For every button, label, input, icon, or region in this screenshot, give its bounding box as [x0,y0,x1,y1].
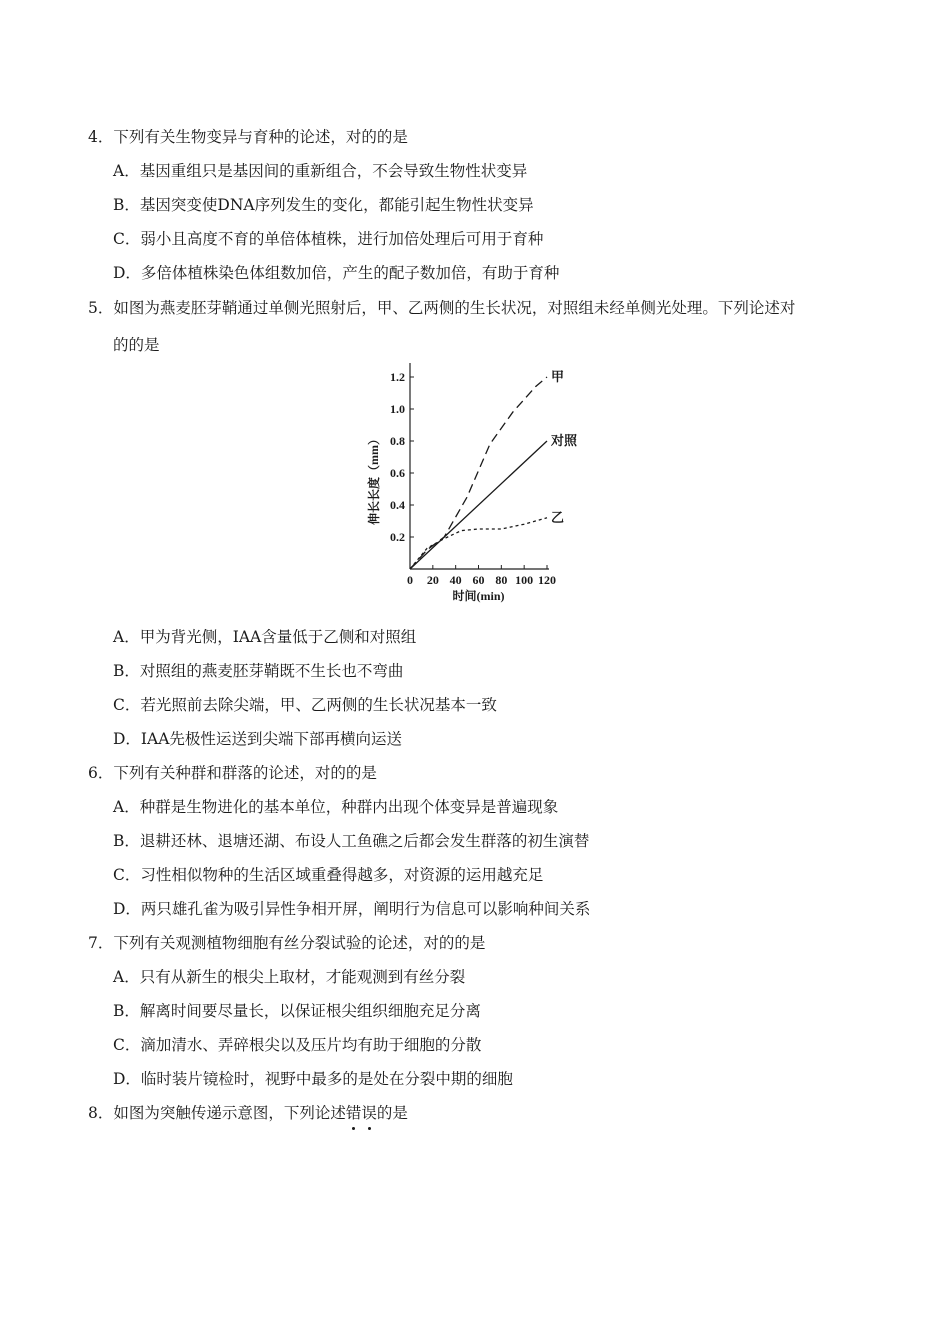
y-axis-title: 伸长长度（mm） [367,433,381,525]
question-6-option-c: C．习性相似物种的生活区域重叠得越多，对资源的运用越充足 [113,866,544,884]
y-tick-label: 0.8 [390,434,405,448]
question-6-option-d: D．两只雄孔雀为吸引异性争相开屏，阐明行为信息可以影响种间关系 [113,900,591,918]
x-tick-label: 100 [515,573,534,587]
question-8-stem-start: 8．如图为突触传递示意图，下列论述 [88,1104,346,1122]
emphasis-char-2 [361,1103,377,1123]
question-5-option-a: A．甲为背光侧，IAA含量低于乙侧和对照组 [113,628,417,646]
series-line-solid [410,441,547,569]
x-tick-label: 0 [407,573,413,587]
question-7-option-c: C．滴加清水、弄碎根尖以及压片均有助于细胞的分散 [113,1036,482,1054]
x-axis-title: 时间(min) [452,589,505,603]
emphasis-dot [352,1127,355,1130]
question-6-option-b: B．退耕还林、退塘还湖、布设人工鱼礁之后都会发生群落的初生演替 [113,832,590,850]
question-4-stem: 4．下列有关生物变异与育种的论述，对的的是 [88,128,408,146]
series-label: 乙 [551,509,565,525]
question-5-option-b: B．对照组的燕麦胚芽鞘既不生长也不弯曲 [113,662,404,680]
series-label: 对照 [551,433,578,448]
question-4-option-c: C．弱小且高度不育的单倍体植株，进行加倍处理后可用于育种 [113,230,544,248]
series-line-dashed-long [410,377,547,569]
chart-series [410,377,547,569]
question-5-option-c: C．若光照前去除尖端，甲、乙两侧的生长状况基本一致 [113,696,497,714]
x-tick-label: 60 [472,573,485,587]
x-tick-label: 20 [426,573,439,587]
question-6-option-a: A．种群是生物进化的基本单位，种群内出现个体变异是普遍现象 [113,798,559,816]
question-7-option-a: A．只有从新生的根尖上取材，才能观测到有丝分裂 [113,968,466,986]
question-8-stem [88,1103,408,1123]
y-tick-label: 0.2 [390,530,405,544]
y-tick-label: 1.0 [390,402,405,416]
question-8-stem-end: 的是 [376,1104,408,1122]
y-tick-label: 0.6 [390,466,405,480]
y-tick-label: 1.2 [390,370,405,384]
growth-line-chart [360,362,600,612]
question-7-option-b: B．解离时间要尽量长，以保证根尖组织细胞充足分离 [113,1002,481,1020]
question-5-stem-line-2: 的的是 [113,336,160,354]
question-5-stem-line-1: 5．如图为燕麦胚芽鞘通过单侧光照射后，甲、乙两侧的生长状况，对照组未经单侧光处理。下列论述对 [88,299,796,317]
question-7-stem: 7．下列有关观测植物细胞有丝分裂试验的论述，对的的是 [88,934,486,952]
emphasis-char-2-text: 误 [361,1104,377,1122]
series-line-dashed-short [410,518,547,569]
emphasis-char-1 [346,1103,362,1123]
chart-axes [410,363,549,569]
series-label: 甲 [551,369,565,384]
question-6-stem: 6．下列有关种群和群落的论述，对的的是 [88,764,377,782]
question-4-option-a: A．基因重组只是基因间的重新组合，不会导致生物性状变异 [113,162,528,180]
x-tick-label: 80 [495,573,508,587]
question-4-option-d: D．多倍体植株染色体组数加倍，产生的配子数加倍，有助于育种 [113,264,560,282]
emphasis-dot [368,1127,371,1130]
x-tick-label: 120 [538,573,556,587]
emphasis-char-1-text: 错 [345,1104,362,1122]
question-4-option-b: B．基因突变使DNA序列发生的变化，都能引起生物性状变异 [113,196,534,214]
question-5-option-d: D．IAA先极性运送到尖端下部再横向运送 [113,730,402,748]
y-tick-label: 0.4 [390,498,405,512]
x-tick-label: 40 [449,573,462,587]
chart-ticks [390,370,556,587]
question-7-option-d: D．临时装片镜检时，视野中最多的是处在分裂中期的细胞 [113,1070,513,1088]
